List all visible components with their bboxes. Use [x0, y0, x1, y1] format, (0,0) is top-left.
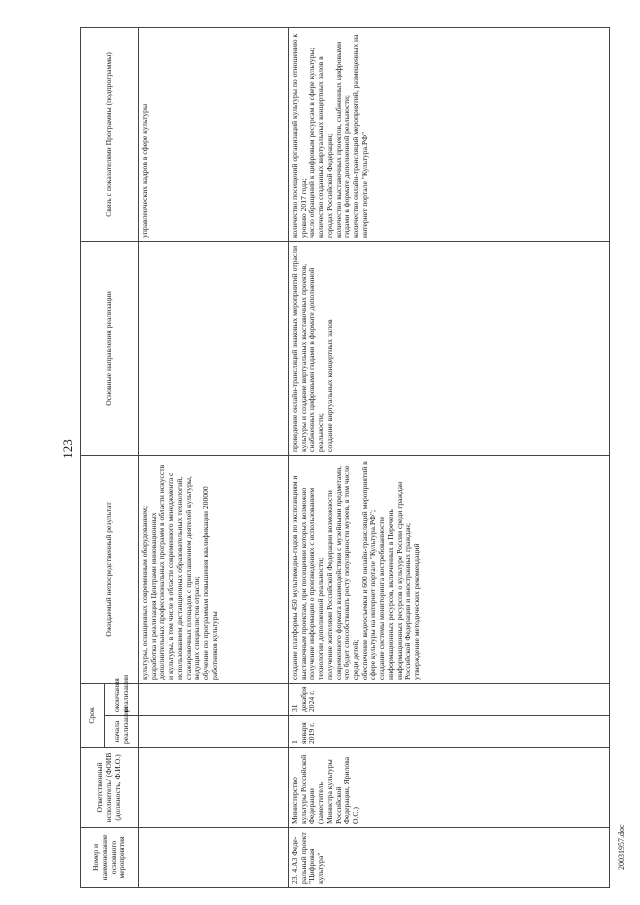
cell-start: [139, 716, 289, 748]
cell-resp: [139, 748, 289, 828]
header-num: Номер и наименование основного мероприятия: [81, 828, 139, 888]
table-row-continuation: [139, 27, 289, 887]
cell-directions: [139, 241, 289, 455]
cell-directions: проведение онлайн-трансляций знаковых мероприятий отрасли культуры и создание виртуальных выставочных проектов, снабженных цифровыми гидами в формате дополненной реальности; создание виртуальных концертных залов: [289, 241, 610, 455]
header-end: окончания реализации: [105, 683, 139, 715]
rotated-table-container: [80, 28, 610, 888]
cell-link: количество посещений организаций культуры по отношению к уровню 2017 года; число обращений к цифровым ресурсам в сфере культуры; количество созданных виртуальных концертных залов в городах Российской Федерации; количество выставочных проектов, снабженных цифровыми гидами в формате дополненной реальности; количество онлайн-трансляций мероприятий, размещенных на интернет портале "Культура.РФ": [289, 27, 610, 241]
header-resp: Ответственный исполнитель/ (ФОИВ (должность, Ф.И.О.): [81, 748, 139, 828]
cell-num: [139, 828, 289, 888]
header-directions: Основные направления реализации: [81, 241, 139, 455]
row-name: 4.A3 Феде-ральный проект "Цифровая культура": [290, 832, 326, 884]
table-row-23: [289, 27, 610, 887]
header-link: Связь с показателями Программы (подпрограммы): [81, 27, 139, 241]
header-row: [81, 27, 105, 887]
cell-resp: Министерство культуры Российской Федерации (заместитель Министра культуры Российской Федерации, Ярилова О.С.): [289, 748, 610, 828]
cell-end: [139, 683, 289, 715]
cell-result: культуры, оснащенных современным оборудованием; разработка и реализация Центрами инновационных дополнительных профессиональных программ в области искусств и культуры, в том числе в области современного менеджмента с использованием дистанционных образовательных технологий, стажировочных площадок с приглашением деятелей культуры, ведущих специалистов отрасли; обучение по программам повышения квалификации 200000 работников культуры: [139, 455, 289, 683]
header-term: Срок: [81, 683, 105, 747]
page-number: 123: [59, 439, 75, 459]
cell-end: 31 декабря 2024 г.: [289, 683, 610, 715]
program-table: [80, 27, 610, 888]
header-start: начала реализации: [105, 716, 139, 748]
cell-num: [289, 828, 610, 888]
header-result: Ожидаемый непосредственный результат: [81, 455, 139, 683]
cell-start: 1 января 2019 г.: [289, 716, 610, 748]
cell-link: управленческих кадров в сфере культуры: [139, 27, 289, 241]
row-index: 23.: [290, 874, 299, 884]
document-id: 20031957.doc: [617, 824, 626, 870]
cell-result: создание платформы 450 мультимедиа-гидов по экспозициям и выставочным проектам, при посещении которых возможно получение информации о произведениях с использованием технологии дополненной реальности; получение жителями Российской Федерации возможности современного формата взаимодействия с музейными предметами, что будет способствовать росту популярности музеев, в том числе среди детей; обеспечение видеосъемки и 600 онлайн-трансляций мероприятий в сфере культуры на интернет портале "Культура.РФ"; создание системы мониторинга востребованности информационных ресурсов, включенных в Перечень информационных ресурсов о культуре России среди граждан Российской Федерации и иностранных граждан; утверждение методических рекомендаций: [289, 455, 610, 683]
